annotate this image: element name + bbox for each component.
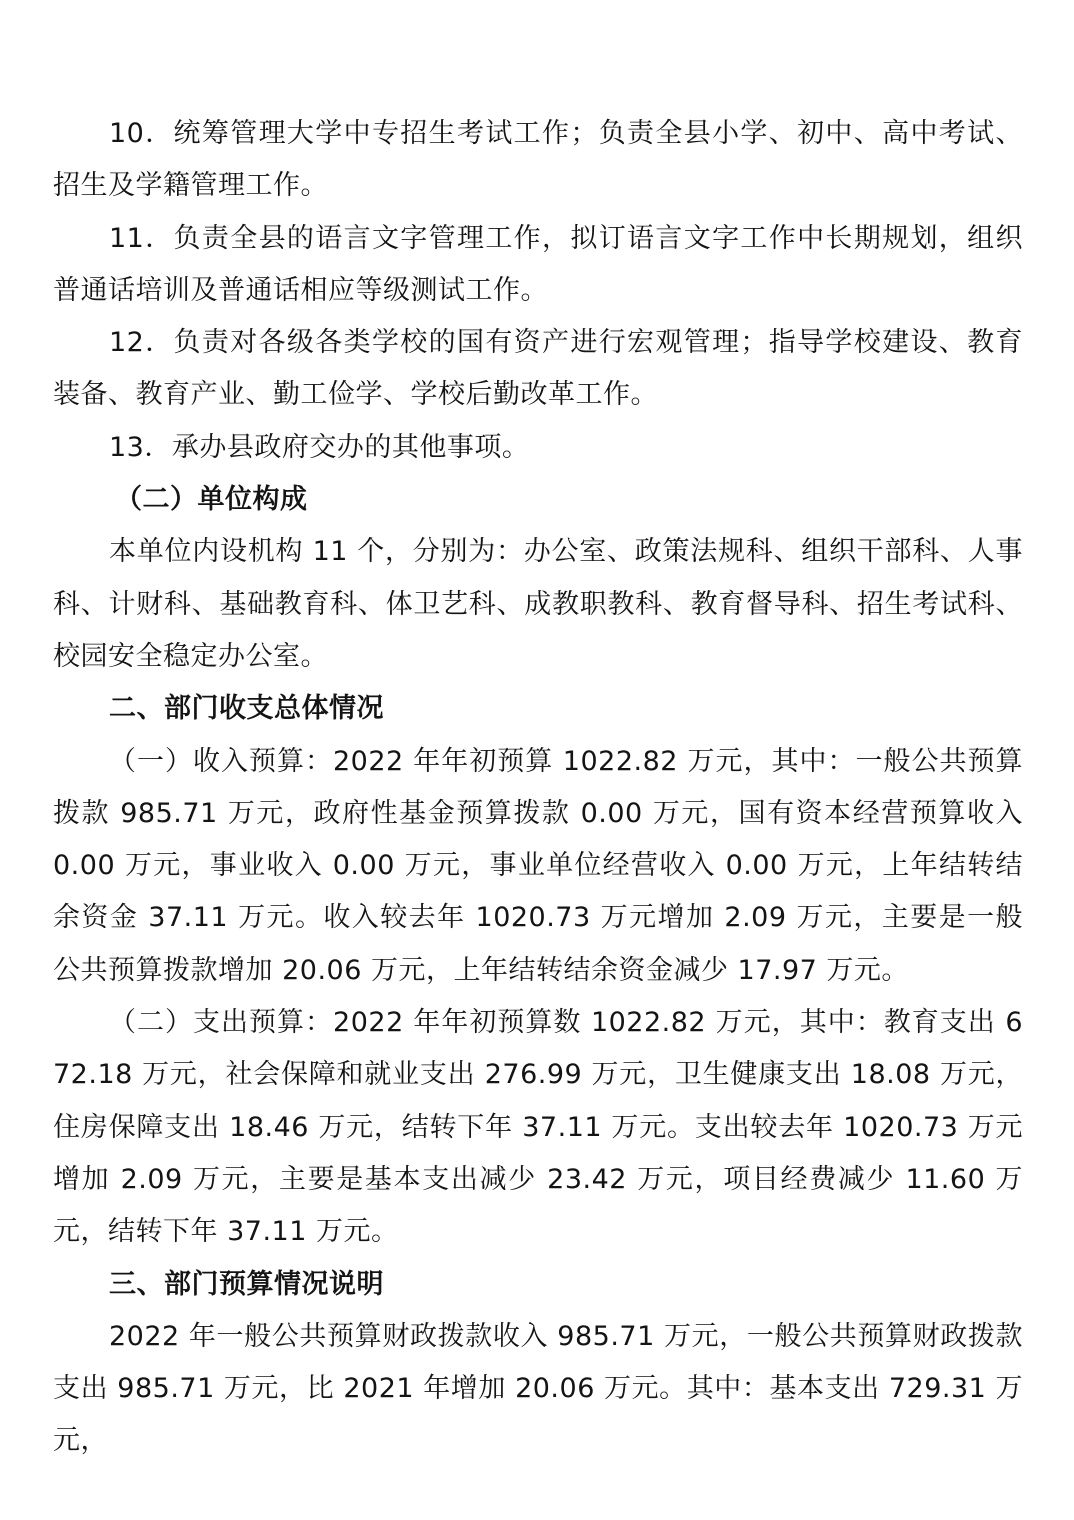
budget-description-text: 2022 年一般公共预算财政拨款收入 985.71 万元，一般公共预算财政拨款支出 985.71 万元，比 2021 年增加 20.06 万元。其中：基本支出 729.31 万元， [53, 1320, 1023, 1457]
duty-item-13: 13．承办县政府交办的其他事项。 [109, 431, 530, 463]
section-two-heading: 二、部门收支总体情况 [109, 693, 384, 725]
document-body [53, 108, 1023, 1468]
unit-composition-heading: （二）单位构成 [115, 484, 308, 516]
income-budget-text: （一）收入预算：2022 年年初预算 1022.82 万元，其中：一般公共预算拨款 985.71 万元，政府性基金预算拨款 0.00 万元，国有资本经营预算收入 0.00 万元，事业收入 0.00 万元，事业单位经营收入 0.00 万元，上年结转结余资金 37.11 万元。收入较去年 1020.73 万元增加 2.09 万元，主要是一般公共预算拨款增加 20.06 万元，上年结转结余资金减少 17.97 万元。 [53, 745, 1023, 986]
duty-item-11: 11．负责全县的语言文字管理工作，拟订语言文字工作中长期规划，组织普通话培训及普通话相应等级测试工作。 [53, 222, 1023, 306]
expense-budget-text: （二）支出预算：2022 年年初预算数 1022.82 万元，其中：教育支出 672.18 万元，社会保障和就业支出 276.99 万元，卫生健康支出 18.08 万元，住房保障支出 18.46 万元，结转下年 37.11 万元。支出较去年 1020.73 万元增加 2.09 万元，主要是基本支出减少 23.42 万元，项目经费减少 11.60 万元，结转下年 37.11 万元。 [53, 1007, 1023, 1248]
section-three-heading: 三、部门预算情况说明 [109, 1268, 384, 1300]
duty-item-10: 10．统筹管理大学中专招生考试工作；负责全县小学、初中、高中考试、招生及学籍管理工作。 [53, 118, 1023, 202]
unit-composition-text: 本单位内设机构 11 个，分别为：办公室、政策法规科、组织干部科、人事科、计财科、基础教育科、体卫艺科、成教职教科、教育督导科、招生考试科、校园安全稳定办公室。 [53, 536, 1023, 672]
duty-item-12: 12．负责对各级各类学校的国有资产进行宏观管理；指导学校建设、教育装备、教育产业、勤工俭学、学校后勤改革工作。 [53, 327, 1023, 411]
